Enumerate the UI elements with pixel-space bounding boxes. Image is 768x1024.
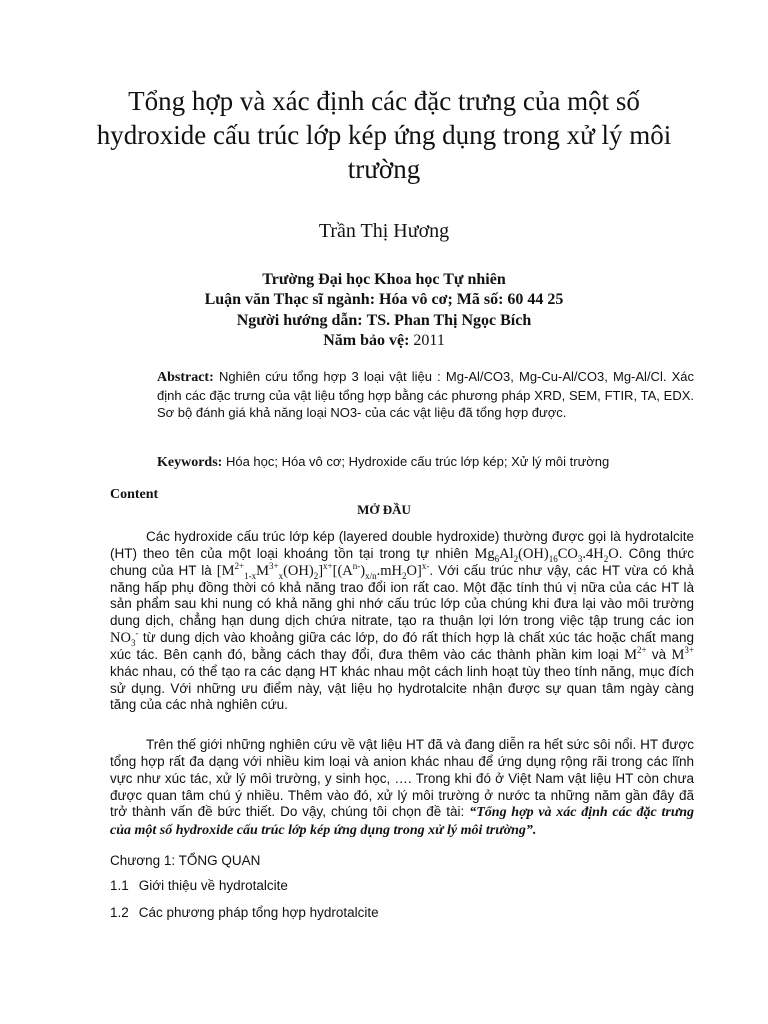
p1-part-b: từ dung dịch vào khoảng giữa các lớp, do đó rất thích hợp là chất xúc tác hoặc chất mang xúc tác. Bên cạnh đó, bằng cách thay đổi, đưa thêm vào các thành phần kim loại bbox=[110, 630, 694, 662]
thesis-label: Luận văn Thạc sĩ ngành: bbox=[204, 291, 376, 308]
toc-item bbox=[110, 877, 288, 895]
p1-part-a: . Với cấu trúc như vậy, các HT vừa có khả năng hấp phụ đồng thời có khả năng trao đổi ion rất cao. Một đặc tính thú vị nữa của các HT là sản phẩm sau khi nung có khả năng ghi nhớ cấu trúc lớp của chúng khi đưa lại vào môi trường dung dịch, chẳng hạn dung dịch chứa nitrate, tạo ra thuận lợi lớn trong việc tập trung các ion bbox=[110, 562, 694, 629]
mineral-formula: $Mg_6Al_2(OH)_{16}CO_3.4H_2O$ bbox=[474, 545, 619, 564]
toc-label: Các phương pháp tổng hợp hydrotalcite bbox=[138, 905, 379, 920]
toc-number: 1.2 bbox=[110, 905, 129, 920]
nitrate-ion: $NO_3^-$ bbox=[110, 628, 139, 648]
keywords bbox=[157, 453, 694, 472]
advisor-line bbox=[0, 311, 768, 331]
toc-item bbox=[110, 904, 379, 922]
abstract-label: Abstract: bbox=[157, 370, 214, 385]
general-formula: $[M^{2+}_{1-x}M^{3+}_x(OH)_2]^{x+}[(A^{n-})_{x/n}.mH_2O]^{x-}$ bbox=[216, 560, 430, 581]
metal-ion-m2: $M^{2+}$ bbox=[624, 645, 647, 663]
abstract-text: Nghiên cứu tổng hợp 3 loại vật liệu : Mg-Al/CO3, Mg-Cu-Al/CO3, Mg-Al/Cl. Xác định các đặc trưng của vật liệu tổng hợp bằng các phương pháp XRD, SEM, FTIR, TA, EDX. Sơ bộ đánh giá khả năng loại NO3- của các vật liệu đã tổng hợp được. bbox=[157, 369, 694, 420]
p1-formula-lead: . Công thức chung của HT là bbox=[110, 545, 694, 578]
p1-intro: Các hydroxide cấu trúc lớp kép (layered double hydroxide) thường được gọi là hydrotalcite (HT) theo tên của một loại khoáng tồn tại trong tự nhiên bbox=[110, 529, 694, 561]
paragraph-intro bbox=[110, 529, 694, 714]
keywords-text: Hóa học; Hóa vô cơ; Hydroxide cấu trúc lớp kép; Xử lý môi trường bbox=[225, 454, 610, 469]
author-name: Trần Thị Hương bbox=[318, 220, 450, 242]
abstract bbox=[157, 368, 694, 422]
chapter-heading: Chương 1: TỔNG QUAN bbox=[110, 853, 261, 868]
document-title: Tổng hợp và xác định các đặc trưng của một số hydroxide cấu trúc lớp kép ứng dụng trong xử lý môi trường bbox=[96, 86, 672, 184]
university-line bbox=[0, 270, 768, 290]
toc-number: 1.1 bbox=[110, 878, 129, 893]
toc-label: Giới thiệu về hydrotalcite bbox=[138, 878, 288, 893]
advisor-value: TS. Phan Thị Ngọc Bích bbox=[366, 312, 532, 329]
defense-year-value: 2011 bbox=[413, 332, 445, 349]
defense-year-label: Năm bảo vệ: bbox=[323, 332, 410, 349]
p1-part-c: khác nhau, có thể tạo ra các dạng HT khác nhau một cách linh hoạt tùy theo tính năng, mục đích sử dụng. Với những ưu điểm này, vật liệu họ hydrotalcite nhận được sự quan tâm ngày càng tăng của các nhà nghiên cứu. bbox=[110, 663, 694, 713]
content-heading: Content bbox=[110, 487, 159, 502]
advisor-label: Người hướng dẫn: bbox=[236, 312, 363, 329]
p1-and-word: và bbox=[651, 646, 667, 662]
thesis-line bbox=[0, 290, 768, 310]
p2-text: Trên thế giới những nghiên cứu về vật liệu HT đã và đang diễn ra hết sức sôi nổi. HT được tổng hợp rất đa dạng với nhiều kim loại và anion khác nhau để ứng dụng rộng rãi trong các lĩnh vực như xúc tác, xử lý môi trường, y sinh học, …. Trong khi đó ở Việt Nam vật liệu HT còn chưa được quan tâm chú ý nhiều. Thêm vào đó, xử lý môi trường ở nước ta những năm gần đây đã trở thành vấn đề bức thiết. Do vậy, chúng tôi chọn đề tài: bbox=[110, 737, 694, 820]
keywords-label: Keywords: bbox=[157, 455, 223, 470]
section-heading: MỞ ĐẦU bbox=[357, 502, 411, 517]
university-name: Trường Đại học Khoa học Tự nhiên bbox=[262, 271, 506, 288]
defense-year-line bbox=[0, 331, 768, 351]
paragraph-research bbox=[110, 737, 694, 840]
thesis-topic: “Tổng hợp và xác định các đặc trưng của một số hydroxide cấu trúc lớp kép ứng dụng trong xử lý môi trường”. bbox=[110, 805, 694, 839]
thesis-value: Hóa vô cơ; Mã số: 60 44 25 bbox=[379, 291, 564, 308]
metal-ion-m3: $M^{3+}$ bbox=[671, 645, 694, 663]
